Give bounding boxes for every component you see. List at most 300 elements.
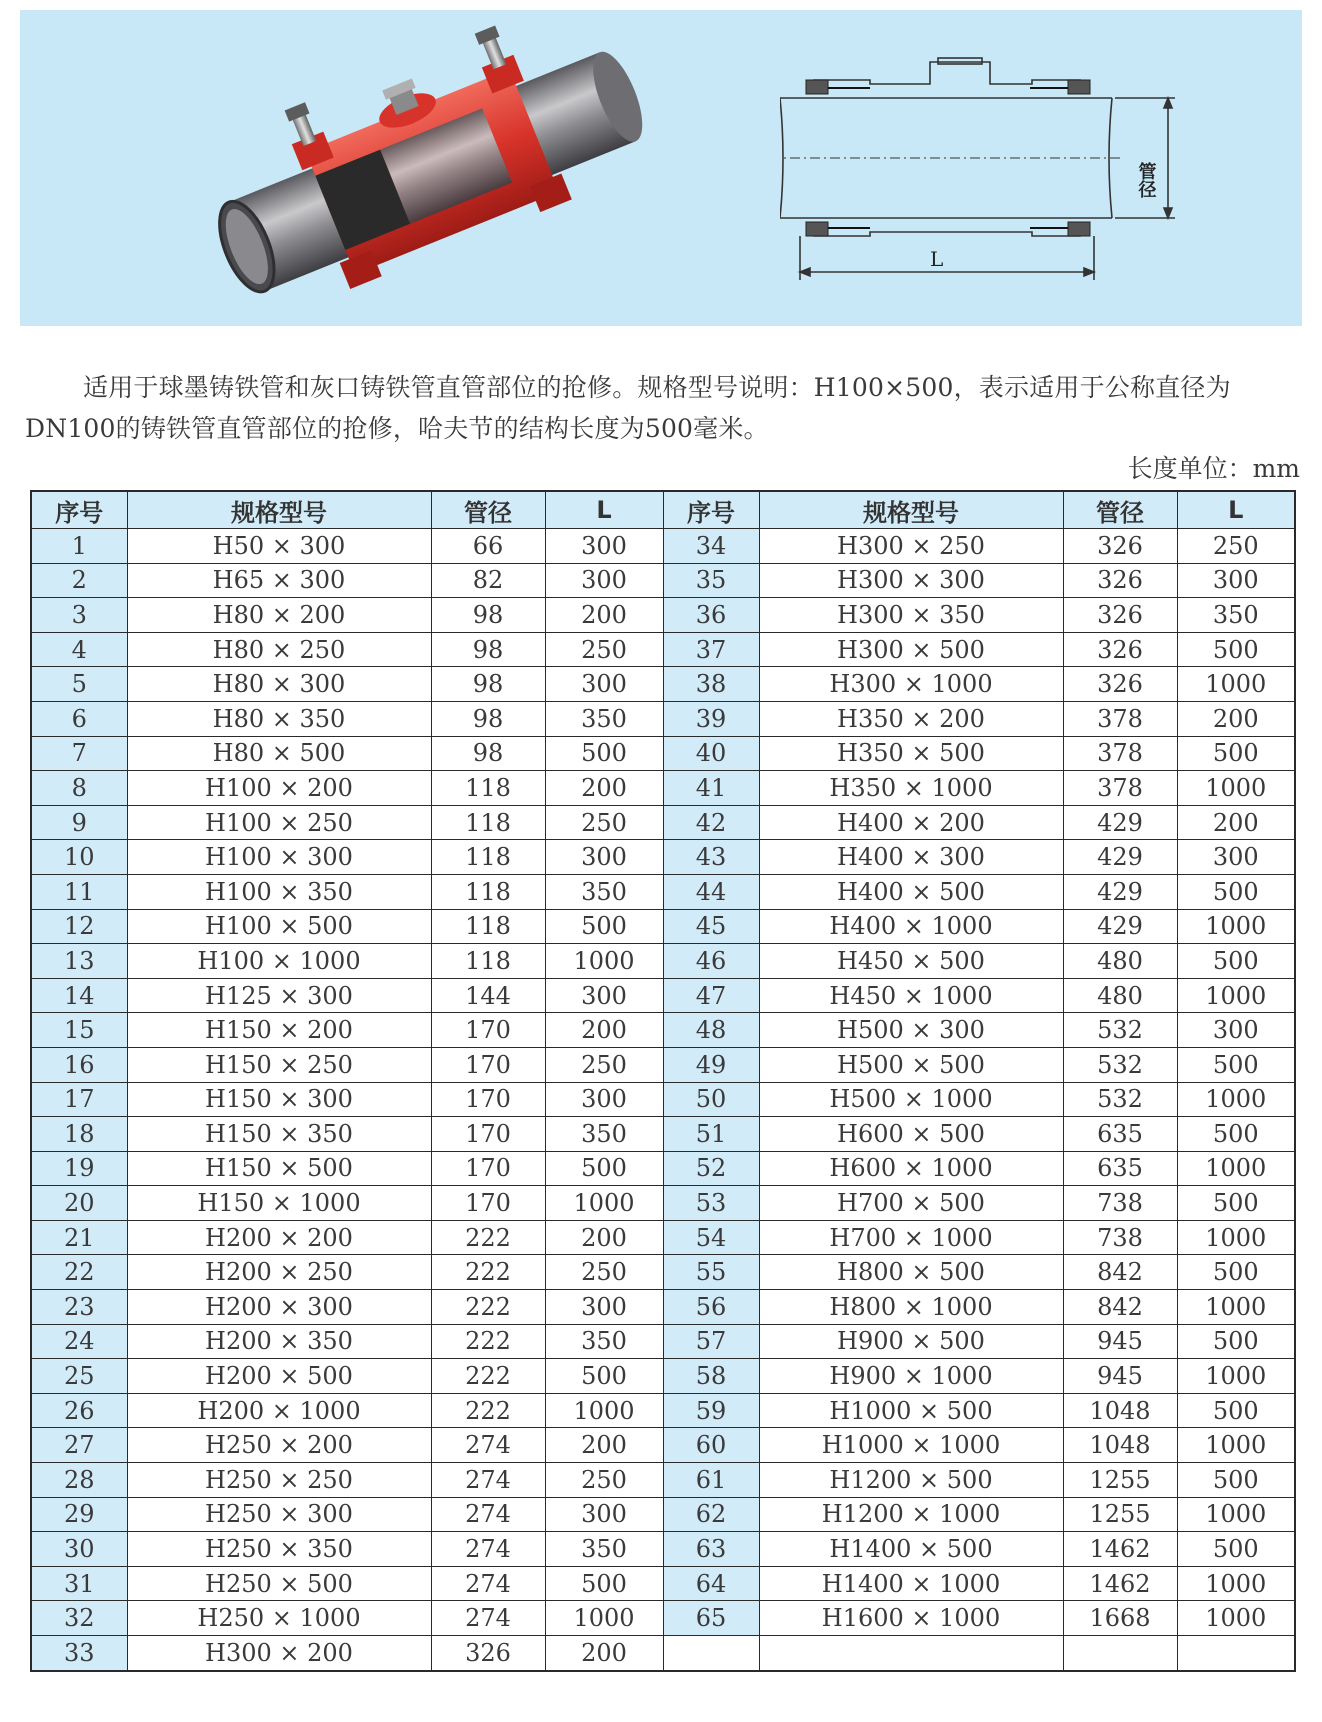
cell-diameter: 170 (431, 1013, 545, 1048)
cell-model: H900 × 1000 (759, 1359, 1063, 1394)
cell-seq: 27 (31, 1428, 127, 1463)
cell-model: H200 × 350 (127, 1324, 431, 1359)
cell-model: H200 × 250 (127, 1255, 431, 1290)
table-row (31, 1566, 1295, 1601)
cell-seq: 11 (31, 874, 127, 909)
cell-diameter: 429 (1063, 874, 1177, 909)
cell-length: 300 (545, 529, 663, 564)
cell-model: H1400 × 500 (759, 1532, 1063, 1567)
cell-length: 300 (545, 840, 663, 875)
cell-length: 500 (1177, 1255, 1295, 1290)
cell-length: 200 (1177, 805, 1295, 840)
cell-diameter: 118 (431, 909, 545, 944)
cell-model: H1400 × 1000 (759, 1566, 1063, 1601)
cell-length: 300 (545, 978, 663, 1013)
cell-model: H100 × 300 (127, 840, 431, 875)
cell-model: H1000 × 500 (759, 1393, 1063, 1428)
cell-length: 1000 (545, 1186, 663, 1221)
cell-length: 300 (545, 1497, 663, 1532)
cell-model: H700 × 1000 (759, 1220, 1063, 1255)
cell-length: 200 (1177, 701, 1295, 736)
cell-seq: 64 (663, 1566, 759, 1601)
cell-length: 300 (1177, 563, 1295, 598)
cell-model: H250 × 300 (127, 1497, 431, 1532)
cell-length: 500 (545, 909, 663, 944)
cell-model: H200 × 300 (127, 1290, 431, 1325)
table-row (31, 632, 1295, 667)
cell-length: 1000 (1177, 771, 1295, 806)
cell-model: H80 × 200 (127, 598, 431, 633)
cell-model: H1200 × 500 (759, 1463, 1063, 1498)
cell-seq: 53 (663, 1186, 759, 1221)
cell-diameter: 170 (431, 1186, 545, 1221)
cell-model: H800 × 1000 (759, 1290, 1063, 1325)
cell-diameter: 842 (1063, 1255, 1177, 1290)
cell-model: H150 × 1000 (127, 1186, 431, 1221)
table-header-row (31, 491, 1295, 529)
cell-seq: 61 (663, 1463, 759, 1498)
cell-seq: 49 (663, 1047, 759, 1082)
cell-length: 200 (545, 1013, 663, 1048)
cell-diameter: 429 (1063, 805, 1177, 840)
cell-diameter: 170 (431, 1117, 545, 1152)
cell-length: 300 (1177, 1013, 1295, 1048)
table-row (31, 1324, 1295, 1359)
cell-model: H250 × 1000 (127, 1601, 431, 1636)
header-model: 规格型号 (127, 491, 431, 529)
cell-diameter: 222 (431, 1359, 545, 1394)
section-diagram (780, 40, 1210, 280)
cell-length: 1000 (1177, 909, 1295, 944)
cell-diameter: 378 (1063, 701, 1177, 736)
cell-length: 500 (545, 1566, 663, 1601)
cell-length: 500 (1177, 874, 1295, 909)
cell-model: H80 × 350 (127, 701, 431, 736)
cell-diameter: 274 (431, 1428, 545, 1463)
cell-length: 350 (545, 1532, 663, 1567)
table-row (31, 563, 1295, 598)
cell-length: 500 (1177, 1186, 1295, 1221)
cell-seq: 43 (663, 840, 759, 875)
cell-model: H400 × 300 (759, 840, 1063, 875)
cell-length: 1000 (545, 1393, 663, 1428)
cell-diameter: 118 (431, 874, 545, 909)
cell-diameter: 274 (431, 1566, 545, 1601)
cell-seq: 54 (663, 1220, 759, 1255)
table-row (31, 1359, 1295, 1394)
cell-diameter: 118 (431, 771, 545, 806)
header-diameter: 管径 (1063, 491, 1177, 529)
cell-model: H1600 × 1000 (759, 1601, 1063, 1636)
table-row (31, 909, 1295, 944)
cell-seq: 58 (663, 1359, 759, 1394)
cell-seq: 31 (31, 1566, 127, 1601)
cell-seq: 36 (663, 598, 759, 633)
cell-length: 250 (545, 1463, 663, 1498)
cell-model: H250 × 200 (127, 1428, 431, 1463)
cell-diameter: 378 (1063, 736, 1177, 771)
cell-diameter: 532 (1063, 1047, 1177, 1082)
cell-diameter: 118 (431, 840, 545, 875)
table-row (31, 1255, 1295, 1290)
cell-length: 250 (545, 805, 663, 840)
cell-model: H350 × 1000 (759, 771, 1063, 806)
cell-seq: 18 (31, 1117, 127, 1152)
table-row (31, 1082, 1295, 1117)
cell-seq: 20 (31, 1186, 127, 1221)
cell-length: 1000 (1177, 1082, 1295, 1117)
cell-seq: 65 (663, 1601, 759, 1636)
cell-diameter: 326 (1063, 529, 1177, 564)
cell-length: 1000 (1177, 1151, 1295, 1186)
cell-diameter: 635 (1063, 1151, 1177, 1186)
table-row (31, 598, 1295, 633)
cell-length: 1000 (1177, 1497, 1295, 1532)
cell-diameter: 1462 (1063, 1566, 1177, 1601)
cell-seq: 50 (663, 1082, 759, 1117)
cell-length: 200 (545, 598, 663, 633)
cell-model: H150 × 350 (127, 1117, 431, 1152)
cell-length: 250 (545, 1047, 663, 1082)
table-row (31, 1463, 1295, 1498)
cell-model: H250 × 250 (127, 1463, 431, 1498)
cell-model: H500 × 1000 (759, 1082, 1063, 1117)
cell-length: 500 (1177, 736, 1295, 771)
cell-seq: 28 (31, 1463, 127, 1498)
cell-model (759, 1636, 1063, 1671)
cell-model: H200 × 200 (127, 1220, 431, 1255)
cell-seq: 48 (663, 1013, 759, 1048)
cell-diameter: 1668 (1063, 1601, 1177, 1636)
cell-diameter: 1462 (1063, 1532, 1177, 1567)
cell-seq: 21 (31, 1220, 127, 1255)
cell-seq: 60 (663, 1428, 759, 1463)
table-row (31, 667, 1295, 702)
cell-model: H300 × 200 (127, 1636, 431, 1671)
cell-seq: 6 (31, 701, 127, 736)
cell-seq: 39 (663, 701, 759, 736)
cell-model: H500 × 300 (759, 1013, 1063, 1048)
description-paragraph: 适用于球墨铸铁管和灰口铸铁管直管部位的抢修。规格型号说明：H100×500，表示适用于公称直径为DN100的铸铁管直管部位的抢修，哈夫节的结构长度为500毫米。 (25, 373, 1231, 443)
cell-model: H600 × 1000 (759, 1151, 1063, 1186)
cell-diameter: 842 (1063, 1290, 1177, 1325)
cell-seq: 17 (31, 1082, 127, 1117)
cell-length: 1000 (1177, 978, 1295, 1013)
cell-seq: 52 (663, 1151, 759, 1186)
cell-diameter: 98 (431, 667, 545, 702)
cell-length: 1000 (1177, 1428, 1295, 1463)
cell-length: 500 (545, 736, 663, 771)
cell-model: H350 × 500 (759, 736, 1063, 771)
cell-model: H300 × 500 (759, 632, 1063, 667)
cell-length: 300 (545, 1082, 663, 1117)
cell-length: 350 (545, 1117, 663, 1152)
cell-model: H250 × 350 (127, 1532, 431, 1567)
table-row (31, 1117, 1295, 1152)
cell-model: H250 × 500 (127, 1566, 431, 1601)
cell-seq: 44 (663, 874, 759, 909)
cell-diameter: 326 (431, 1636, 545, 1671)
cell-seq: 3 (31, 598, 127, 633)
cell-model: H300 × 300 (759, 563, 1063, 598)
cell-seq: 59 (663, 1393, 759, 1428)
cell-diameter (1063, 1636, 1177, 1671)
cell-model: H300 × 350 (759, 598, 1063, 633)
cell-length: 300 (1177, 840, 1295, 875)
header-seq: 序号 (663, 491, 759, 529)
table-row (31, 1601, 1295, 1636)
cell-model: H500 × 500 (759, 1047, 1063, 1082)
table-row (31, 1497, 1295, 1532)
cell-seq: 62 (663, 1497, 759, 1532)
cell-length: 200 (545, 1636, 663, 1671)
header-length: L (1177, 491, 1295, 529)
cell-diameter: 222 (431, 1220, 545, 1255)
cell-length: 350 (545, 701, 663, 736)
cell-diameter: 222 (431, 1290, 545, 1325)
cell-model: H300 × 250 (759, 529, 1063, 564)
cell-diameter: 326 (1063, 667, 1177, 702)
cell-model: H200 × 1000 (127, 1393, 431, 1428)
cell-diameter: 1048 (1063, 1393, 1177, 1428)
cell-diameter: 480 (1063, 978, 1177, 1013)
cell-seq: 51 (663, 1117, 759, 1152)
cell-model: H100 × 350 (127, 874, 431, 909)
table-row (31, 529, 1295, 564)
cell-model: H100 × 200 (127, 771, 431, 806)
cell-seq: 22 (31, 1255, 127, 1290)
cell-seq (663, 1636, 759, 1671)
cell-diameter: 274 (431, 1463, 545, 1498)
cell-model: H80 × 500 (127, 736, 431, 771)
cell-model: H100 × 1000 (127, 944, 431, 979)
cell-diameter: 222 (431, 1393, 545, 1428)
cell-seq: 9 (31, 805, 127, 840)
cell-length: 200 (545, 1220, 663, 1255)
cell-length: 500 (1177, 1393, 1295, 1428)
cell-model: H1000 × 1000 (759, 1428, 1063, 1463)
table-row (31, 1186, 1295, 1221)
cell-length: 1000 (1177, 1359, 1295, 1394)
cell-seq: 4 (31, 632, 127, 667)
cell-diameter: 326 (1063, 632, 1177, 667)
cell-length: 300 (545, 1290, 663, 1325)
cell-diameter: 326 (1063, 563, 1177, 598)
cell-length: 200 (545, 771, 663, 806)
cell-length: 1000 (545, 944, 663, 979)
cell-seq: 37 (663, 632, 759, 667)
table-row (31, 978, 1295, 1013)
cell-length: 500 (1177, 1047, 1295, 1082)
cell-model: H600 × 500 (759, 1117, 1063, 1152)
cell-seq: 15 (31, 1013, 127, 1048)
cell-model: H100 × 250 (127, 805, 431, 840)
cell-length: 500 (545, 1151, 663, 1186)
cell-seq: 55 (663, 1255, 759, 1290)
cell-diameter: 429 (1063, 840, 1177, 875)
table-row (31, 874, 1295, 909)
cell-diameter: 170 (431, 1082, 545, 1117)
cell-seq: 32 (31, 1601, 127, 1636)
cell-model: H125 × 300 (127, 978, 431, 1013)
cell-length: 250 (1177, 529, 1295, 564)
cell-diameter: 98 (431, 598, 545, 633)
cell-diameter: 118 (431, 944, 545, 979)
cell-diameter: 429 (1063, 909, 1177, 944)
cell-seq: 16 (31, 1047, 127, 1082)
cell-seq: 30 (31, 1532, 127, 1567)
cell-length: 500 (1177, 1324, 1295, 1359)
cell-model: H400 × 500 (759, 874, 1063, 909)
cell-seq: 5 (31, 667, 127, 702)
cell-diameter: 480 (1063, 944, 1177, 979)
cell-diameter: 945 (1063, 1324, 1177, 1359)
cell-model: H450 × 1000 (759, 978, 1063, 1013)
header-model: 规格型号 (759, 491, 1063, 529)
cell-length: 500 (1177, 632, 1295, 667)
cell-seq: 2 (31, 563, 127, 598)
cell-model: H400 × 200 (759, 805, 1063, 840)
cell-seq: 45 (663, 909, 759, 944)
cell-diameter: 945 (1063, 1359, 1177, 1394)
table-row (31, 1220, 1295, 1255)
cell-seq: 8 (31, 771, 127, 806)
table-row (31, 701, 1295, 736)
cell-model: H350 × 200 (759, 701, 1063, 736)
header-length: L (545, 491, 663, 529)
cell-diameter: 170 (431, 1047, 545, 1082)
table-row (31, 736, 1295, 771)
product-hero-panel (20, 10, 1302, 326)
table-row (31, 840, 1295, 875)
header-diameter: 管径 (431, 491, 545, 529)
cell-seq: 34 (663, 529, 759, 564)
cell-diameter: 98 (431, 701, 545, 736)
table-row (31, 771, 1295, 806)
cell-model: H450 × 500 (759, 944, 1063, 979)
cell-model: H200 × 500 (127, 1359, 431, 1394)
table-row (31, 944, 1295, 979)
cell-model: H65 × 300 (127, 563, 431, 598)
cell-length: 250 (545, 1255, 663, 1290)
cell-seq: 19 (31, 1151, 127, 1186)
cell-model: H300 × 1000 (759, 667, 1063, 702)
cell-model: H1200 × 1000 (759, 1497, 1063, 1532)
cell-diameter: 222 (431, 1324, 545, 1359)
cell-model: H80 × 300 (127, 667, 431, 702)
cell-seq: 23 (31, 1290, 127, 1325)
cell-diameter: 274 (431, 1497, 545, 1532)
cell-model: H400 × 1000 (759, 909, 1063, 944)
cell-model: H50 × 300 (127, 529, 431, 564)
cell-length: 1000 (545, 1601, 663, 1636)
cell-model: H700 × 500 (759, 1186, 1063, 1221)
cell-model: H150 × 250 (127, 1047, 431, 1082)
cell-length: 300 (545, 563, 663, 598)
cell-length: 1000 (1177, 667, 1295, 702)
cell-length: 250 (545, 632, 663, 667)
cell-diameter: 274 (431, 1601, 545, 1636)
cell-length (1177, 1636, 1295, 1671)
cell-seq: 56 (663, 1290, 759, 1325)
length-label: L (930, 247, 944, 271)
cell-seq: 29 (31, 1497, 127, 1532)
cell-diameter: 532 (1063, 1082, 1177, 1117)
cell-seq: 7 (31, 736, 127, 771)
cell-seq: 41 (663, 771, 759, 806)
cell-seq: 10 (31, 840, 127, 875)
cell-seq: 14 (31, 978, 127, 1013)
cell-diameter: 98 (431, 632, 545, 667)
cell-diameter: 738 (1063, 1186, 1177, 1221)
cell-length: 500 (1177, 1532, 1295, 1567)
cell-diameter: 1255 (1063, 1497, 1177, 1532)
cell-length: 350 (1177, 598, 1295, 633)
cell-length: 350 (545, 874, 663, 909)
cell-diameter: 635 (1063, 1117, 1177, 1152)
repair-clamp-product-image (170, 18, 670, 318)
table-row (31, 805, 1295, 840)
cell-seq: 12 (31, 909, 127, 944)
cell-diameter: 274 (431, 1532, 545, 1567)
cell-seq: 40 (663, 736, 759, 771)
cell-seq: 26 (31, 1393, 127, 1428)
table-row (31, 1636, 1295, 1671)
header-seq: 序号 (31, 491, 127, 529)
cell-diameter: 1048 (1063, 1428, 1177, 1463)
cell-model: H150 × 500 (127, 1151, 431, 1186)
cell-model: H800 × 500 (759, 1255, 1063, 1290)
cell-seq: 47 (663, 978, 759, 1013)
cell-diameter: 222 (431, 1255, 545, 1290)
table-row (31, 1428, 1295, 1463)
cell-seq: 63 (663, 1532, 759, 1567)
cell-seq: 57 (663, 1324, 759, 1359)
cell-seq: 1 (31, 529, 127, 564)
cell-length: 500 (1177, 944, 1295, 979)
cell-length: 500 (1177, 1463, 1295, 1498)
cell-length: 300 (545, 667, 663, 702)
cell-diameter: 738 (1063, 1220, 1177, 1255)
spec-table (30, 490, 1296, 1672)
cell-diameter: 1255 (1063, 1463, 1177, 1498)
cell-diameter: 98 (431, 736, 545, 771)
cell-diameter: 326 (1063, 598, 1177, 633)
cell-seq: 38 (663, 667, 759, 702)
table-row (31, 1013, 1295, 1048)
cell-model: H150 × 200 (127, 1013, 431, 1048)
cell-model: H900 × 500 (759, 1324, 1063, 1359)
cell-length: 350 (545, 1324, 663, 1359)
cell-seq: 13 (31, 944, 127, 979)
cell-diameter: 66 (431, 529, 545, 564)
cell-model: H100 × 500 (127, 909, 431, 944)
cell-model: H150 × 300 (127, 1082, 431, 1117)
cell-seq: 25 (31, 1359, 127, 1394)
cell-seq: 42 (663, 805, 759, 840)
table-row (31, 1151, 1295, 1186)
cell-diameter: 82 (431, 563, 545, 598)
cell-seq: 35 (663, 563, 759, 598)
cell-diameter: 144 (431, 978, 545, 1013)
table-row (31, 1532, 1295, 1567)
cell-length: 1000 (1177, 1566, 1295, 1601)
cell-model: H80 × 250 (127, 632, 431, 667)
cell-length: 500 (545, 1359, 663, 1394)
table-row (31, 1290, 1295, 1325)
cell-diameter: 170 (431, 1151, 545, 1186)
cell-length: 1000 (1177, 1220, 1295, 1255)
